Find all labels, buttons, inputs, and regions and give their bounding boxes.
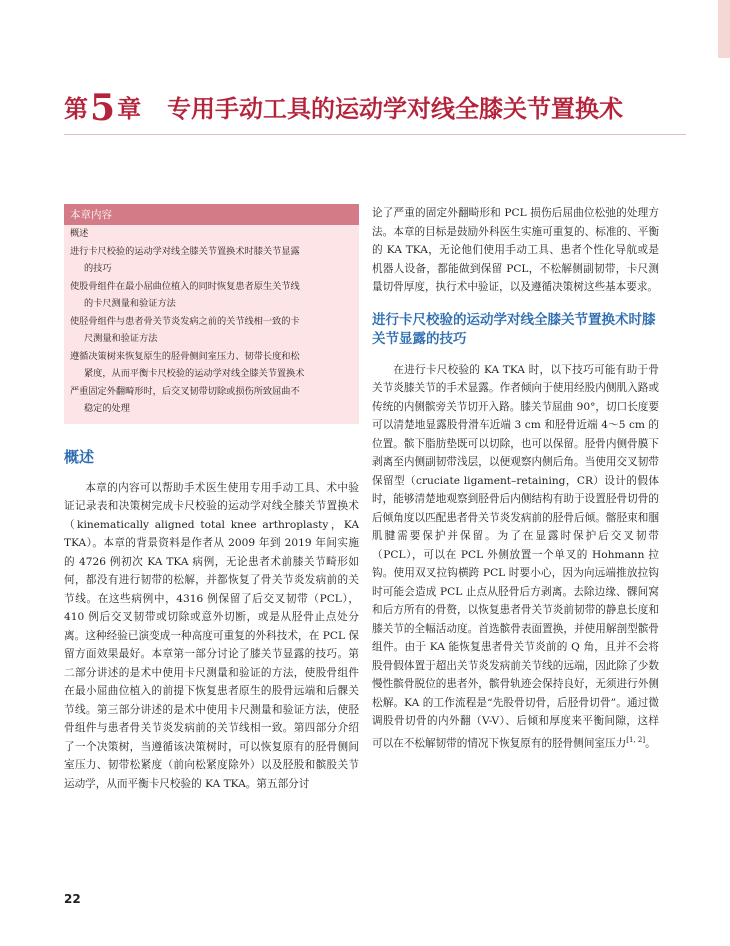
chapter-prefix: 第 bbox=[64, 94, 88, 123]
corner-tab bbox=[718, 0, 730, 58]
toc-item-line: 使股骨组件在最小屈曲位植入的同时恢复患者原生关节线 bbox=[70, 280, 300, 292]
title-divider bbox=[64, 134, 686, 135]
chapter-suffix: 章 bbox=[117, 94, 142, 123]
chapter-title bbox=[64, 84, 704, 129]
toc-item-line: 遵循决策树来恢复原生的胫骨侧间室压力、韧带长度和松 bbox=[70, 350, 300, 362]
exposure-heading: 进行卡尺校验的运动学对线全膝关节置换术时膝关节显露的技巧 bbox=[372, 311, 656, 347]
toc-item bbox=[64, 225, 359, 243]
paragraph-ending: 。 bbox=[645, 737, 656, 750]
exposure-paragraph bbox=[372, 361, 659, 753]
page-number: 22 bbox=[64, 892, 81, 906]
overview-paragraph: 本章的内容可以帮助手术医生使用专用手动工具、术中验证记录表和决策树完成卡尺校验的运动学对线全膝关节置换术（kinematically aligned total knee arthroplasty，KA TKA）。本章的背景资料是作者从 2009 年到 2019 年间实施的 4726 例初次 KA TKA 病例，无论患者术前膝关节畸形如何，都没有进行韧带的松解，并都恢复了骨关节炎发病前的关节线。在这些病例中，4316 例保留了后交叉韧带（PCL），410 例后交叉韧带或切除或意外切断，或是从胫骨止点处分离。这种经验已演变成一种高度可重复的外科技术，在 PCL 保留方面效果最好。本章第一部分讨论了膝关节显露的技巧。第二部分讲述的是术中使用卡尺测量和验证的方法，使股骨组件在最小屈曲位植入的前提下恢复患者原生的股骨远端和后髁关节线。第三部分讲述的是术中使用卡尺测量和验证方法，使胫骨组件与患者骨关节炎发病前的关节线相一致。第四部分介绍了一个决策树，当遵循该决策树时，可以恢复原有的胫骨侧间室压力、韧带松紧度（前向松紧度除外）以及胫股和髌股关节运动学，从而平衡卡尺校验的 KA TKA。第五部分讨 bbox=[64, 481, 359, 790]
toc-item-line: 进行卡尺校验的运动学对线全膝关节置换术时膝关节显露 bbox=[70, 245, 300, 257]
toc-item-line: 严重固定外翻畸形时，后交叉韧带切除或损伤所致屈曲不 bbox=[70, 385, 300, 397]
toc-item bbox=[64, 243, 359, 278]
chapter-contents-box bbox=[64, 204, 359, 424]
chapter-title-text: 专用手动工具的运动学对线全膝关节置换术 bbox=[167, 94, 624, 123]
toc-item bbox=[64, 348, 359, 383]
toc-item bbox=[64, 383, 359, 418]
continued-paragraph: 论了严重的固定外翻畸形和 PCL 损伤后屈曲位松弛的处理方法。本章的目标是鼓励外科医生实施可重复的、标准的、平衡的 KA TKA，无论他们使用手动工具、患者个性化导航或是机器人设备，都能做到保留 PCL，不松解侧副韧带，卡尺测量切骨厚度，执行术中验证，以及遵循决策树这些基本要求。 bbox=[372, 207, 659, 293]
toc-item bbox=[64, 278, 359, 313]
left-column bbox=[64, 204, 359, 793]
toc-item-line-continued: 的卡尺测量和验证方法 bbox=[84, 298, 176, 309]
exposure-paragraph-text: 在进行卡尺校验的 KA TKA 时，以下技巧可能有助于骨关节炎膝关节的手术显露。作者倾向于使用经股内侧肌入路或传统的内侧髌旁关节切开入路。膝关节屈曲 90°，切口长度要可以清楚地显露股骨滑车近端 3 cm 和胫骨近端 4～5 cm 的位置。髌下脂肪垫既可以切除，也可以保留。胫骨内侧骨膜下剥离至内侧副韧带浅层，以便观察内侧后角。当使用交叉韧带保留型（cruciate ligament–retaining，CR）设计的假体时，能够清楚地观察到胫骨后内侧结构有助于设置胫骨切骨的后倾角度以匹配患者骨关节炎发病前的胫骨后倾。髂胫束和腘肌腱需要保护并保留。为了在显露时保护后交叉韧带（PCL），可以在 PCL 外侧放置一个单叉的 Hohmann 拉钩。使用双叉拉钩横跨 PCL 时要小心，因为向远端推放拉钩时可能会造成 PCL 止点从胫骨后方剥离。去除边缘、髁间窝和后方所有的骨赘，以恢复患者骨关节炎前韧带的静息长度和膝关节的全幅活动度。首选髌骨表面置换，并使用解剖型髌骨组件。由于 KA 能恢复患者骨关节炎前的 Q 角，且并不会将股骨假体置于超出关节炎发病前关节线的远端，因此除了少数慢性髌骨脱位的患者外，髌骨轨迹会保持良好，无须进行外侧松解。KA 的工作流程是“先股骨切骨，后胫骨切骨”。通过微调股骨切骨的内外翻（V-V）、后倾和厚度来平衡间隙，这样可以在不松解韧带的情况下恢复原有的胫骨侧间室压力 bbox=[372, 363, 659, 750]
chapter-number: 5 bbox=[90, 87, 116, 129]
right-column bbox=[372, 204, 659, 753]
overview-heading: 概述 bbox=[64, 447, 95, 466]
toc-item-line-continued: 紧度，从而平衡卡尺校验的运动学对线全膝关节置换术 bbox=[84, 368, 305, 379]
toc-item-line-continued: 尺测量和验证方法 bbox=[84, 333, 158, 344]
toc-item-line: 概述 bbox=[70, 228, 89, 239]
toc-item bbox=[64, 313, 359, 348]
toc-item-line-continued: 稳定的处理 bbox=[84, 403, 130, 414]
citation-reference: [1, 2] bbox=[626, 735, 646, 744]
toc-item-line: 使胫骨组件与患者骨关节炎发病之前的关节线相一致的卡 bbox=[70, 315, 300, 327]
toc-item-line-continued: 的技巧 bbox=[84, 263, 112, 274]
contents-header: 本章内容 bbox=[64, 204, 359, 225]
